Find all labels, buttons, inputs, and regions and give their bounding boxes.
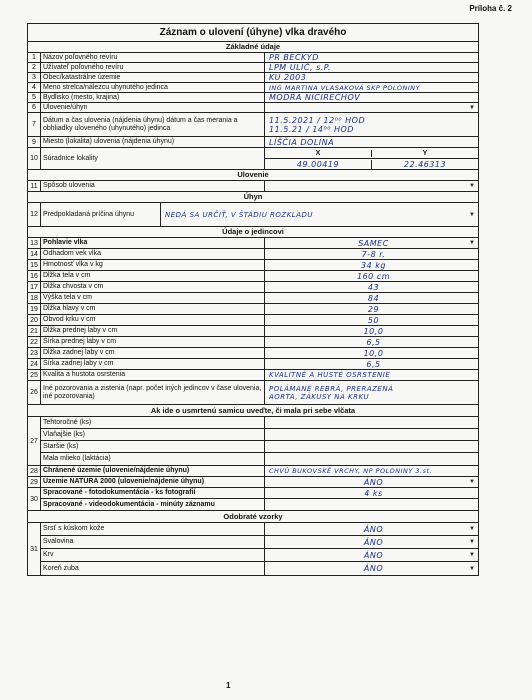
- y-coordinate-field[interactable]: [372, 160, 478, 169]
- sample-row-fur: [41, 523, 478, 536]
- section-female: Ak ide o usmrtenú samicu uveďte, či mala pri sebe vlčata: [28, 405, 478, 417]
- row-number: 3: [28, 73, 41, 82]
- row-number: 17: [28, 282, 41, 292]
- section-individual: Údaje o jedincovi: [28, 227, 478, 238]
- handwritten-value: 10,0: [363, 348, 384, 358]
- row-6: [28, 103, 478, 113]
- row-number: 20: [28, 315, 41, 325]
- handwritten-value: POLÁMANÉ REBRÁ, PRERAZENÁ: [269, 384, 394, 393]
- handwritten-value: ÁNO: [363, 564, 384, 573]
- row-number: 29: [28, 477, 41, 487]
- sample-row-blood: [41, 549, 478, 562]
- page-number: 1: [226, 681, 231, 690]
- row-label: Súradnice lokality: [41, 148, 265, 169]
- row-label: Iné pozorovania a zistenia (napr. počet iných jedincov v čase ulovenia, iné pozorovania): [41, 381, 265, 404]
- row-label: Staršie (ks): [41, 441, 265, 452]
- dropdown-arrow-icon: ▼: [469, 552, 475, 558]
- section-basic: Základné údaje: [28, 42, 478, 53]
- row-number: 2: [28, 63, 41, 72]
- row-23: [28, 348, 478, 359]
- dropdown-arrow-icon: ▼: [469, 526, 475, 532]
- sample-tooth-root-select[interactable]: [265, 562, 478, 575]
- row-number: 1: [28, 53, 41, 62]
- handwritten-value: 50: [367, 315, 380, 325]
- sample-blood-select[interactable]: [265, 549, 478, 561]
- weight-field[interactable]: [265, 260, 478, 270]
- row-label: Dĺžka tela v cm: [41, 271, 265, 281]
- cubs-older-row: [41, 441, 478, 453]
- handwritten-value: 29: [367, 304, 380, 314]
- video-minutes-field[interactable]: [265, 499, 478, 510]
- hunt-or-death-select[interactable]: [265, 103, 478, 112]
- row-label: Kvalita a hustota osrstenia: [41, 370, 265, 380]
- row-label: Predpokladaná príčina úhynu: [41, 203, 161, 226]
- row-label: Tehtoročné (ks): [41, 417, 265, 428]
- handwritten-value: 34 kg: [361, 260, 386, 270]
- row-label: Srsť s kúskom kože: [41, 523, 265, 535]
- fur-quality-field[interactable]: [265, 370, 478, 380]
- sample-row-muscle: [41, 536, 478, 549]
- row-label: Bydlisko (mesto, krajina): [41, 93, 265, 102]
- front-paw-width-field[interactable]: [265, 337, 478, 347]
- row-number: 5: [28, 93, 41, 102]
- row-number: 23: [28, 348, 41, 358]
- handwritten-value: 84: [367, 293, 380, 303]
- section-hunt: Ulovenie: [28, 170, 478, 181]
- handwritten-value: ING MARTINA VLASAKOVÁ SKP POLONINY: [269, 83, 421, 92]
- row-5: [28, 93, 478, 103]
- row-number: 12: [28, 203, 41, 226]
- dropdown-arrow-icon: ▼: [469, 539, 475, 545]
- row-number: 26: [28, 381, 41, 404]
- row-10: [28, 148, 478, 170]
- row-13: [28, 238, 478, 249]
- row-29: [28, 477, 478, 488]
- handwritten-value: LÍŠČIA DOLINA: [269, 137, 335, 147]
- handwritten-value: 160 cm: [356, 271, 390, 281]
- row-number: 18: [28, 293, 41, 303]
- row-14: [28, 249, 478, 260]
- section-samples: Odobraté vzorky: [28, 511, 478, 523]
- row-label: Miesto (lokalita) ulovenia (nájdenia úhynu): [41, 137, 265, 147]
- cubs-this-year-row: [41, 417, 478, 429]
- row-label: Územie NATURA 2000 (ulovenie/nájdenie úhynu): [41, 477, 265, 487]
- form-title: Záznam o ulovení (úhyne) vlka dravého: [28, 24, 478, 42]
- row-number: 19: [28, 304, 41, 314]
- dropdown-arrow-icon: ▼: [469, 104, 475, 111]
- row-12: [28, 203, 478, 227]
- row-15: [28, 260, 478, 271]
- handwritten-value: KVALITNÉ A HUSTÉ OSRSTENIE: [269, 371, 391, 379]
- row-number: 22: [28, 337, 41, 347]
- wolf-record-form: [27, 23, 479, 576]
- row-18: [28, 293, 478, 304]
- handwritten-value: 22.46313: [403, 159, 447, 169]
- row-number: 4: [28, 83, 41, 92]
- row-25: [28, 370, 478, 381]
- row-label: Ulovenie/úhyn: [41, 103, 265, 112]
- row-21: [28, 326, 478, 337]
- row-number: 21: [28, 326, 41, 336]
- age-field[interactable]: [265, 249, 478, 259]
- row-number: 16: [28, 271, 41, 281]
- row-label: Obvod krku v cm: [41, 315, 265, 325]
- x-header: X: [265, 150, 372, 157]
- other-observations-field[interactable]: [265, 381, 478, 404]
- sample-muscle-select[interactable]: [265, 536, 478, 548]
- row-20: [28, 315, 478, 326]
- protected-area-field[interactable]: [265, 466, 478, 476]
- row-label: Vlaňajšie (ks): [41, 429, 265, 440]
- handwritten-value: 11.5.2021 / 12⁰⁰ HOD: [269, 115, 366, 125]
- location-field[interactable]: [265, 137, 478, 147]
- row-label: Pohlavie vlka: [41, 238, 265, 248]
- head-length-field[interactable]: [265, 304, 478, 314]
- row-number: 13: [28, 238, 41, 248]
- row-label: Chránené územie (ulovenie/nájdenie úhynu): [41, 466, 265, 476]
- handwritten-value: SAMEC: [358, 238, 389, 248]
- handwritten-value: ÁNO: [363, 537, 384, 547]
- row-number: 28: [28, 466, 41, 476]
- row-17: [28, 282, 478, 293]
- row-31: [28, 523, 478, 575]
- row-label: Spracované - videodokumentácia - minúty záznamu: [41, 499, 265, 510]
- body-height-field[interactable]: [265, 293, 478, 303]
- dropdown-arrow-icon: ▼: [469, 565, 475, 572]
- dropdown-arrow-icon: ▼: [469, 211, 475, 218]
- shooter-name-field[interactable]: [265, 83, 478, 92]
- sex-select[interactable]: [265, 238, 478, 248]
- cubs-older-field[interactable]: [265, 441, 478, 452]
- handwritten-value: 4 ks: [364, 488, 383, 498]
- death-cause-select[interactable]: [161, 203, 478, 226]
- row-number: 6: [28, 103, 41, 112]
- row-28: [28, 466, 478, 477]
- row-label: Názov poľovného revíru: [41, 53, 265, 62]
- cubs-this-year-field[interactable]: [265, 417, 478, 428]
- row-26: [28, 381, 478, 405]
- date-time-field[interactable]: [265, 113, 478, 136]
- handwritten-value: 6,5: [366, 337, 381, 347]
- photo-count-field[interactable]: [265, 488, 478, 498]
- photo-documentation-row: [41, 488, 478, 499]
- row-number: 14: [28, 249, 41, 259]
- row-label: Hmotnosť vlka v kg: [41, 260, 265, 270]
- row-number: 11: [28, 181, 41, 191]
- tail-length-field[interactable]: [265, 282, 478, 292]
- cubs-last-year-field[interactable]: [265, 429, 478, 440]
- row-label: Spracované - fotodokumentácia - ks fotografií: [41, 488, 265, 498]
- row-number: 24: [28, 359, 41, 369]
- row-label: Šírka zadnej laby v cm: [41, 359, 265, 369]
- municipality-field[interactable]: [265, 73, 478, 82]
- dropdown-arrow-icon: ▼: [469, 240, 475, 246]
- hunting-ground-user-field[interactable]: [265, 63, 478, 72]
- row-30: [28, 488, 478, 511]
- row-11: [28, 181, 478, 192]
- y-header: Y: [422, 149, 428, 157]
- row-number: 30: [28, 488, 41, 510]
- dropdown-arrow-icon: ▼: [469, 479, 475, 485]
- row-label: Odhadom vek vlka: [41, 249, 265, 259]
- row-27: [28, 417, 478, 466]
- hind-paw-length-field[interactable]: [265, 348, 478, 358]
- video-documentation-row: [41, 499, 478, 510]
- row-label: Dĺžka zadnej laby v cm: [41, 348, 265, 358]
- row-16: [28, 271, 478, 282]
- body-length-field[interactable]: [265, 271, 478, 281]
- sample-fur-select[interactable]: [265, 523, 478, 535]
- handwritten-value: PR BECKYD: [269, 53, 319, 62]
- row-label: Meno strelca/nálezcu uhynutého jedinca: [41, 83, 265, 92]
- row-number: 7: [28, 113, 41, 136]
- row-label: Šírka prednej laby v cm: [41, 337, 265, 347]
- handwritten-value: 49.00419: [296, 159, 340, 169]
- residence-field[interactable]: [265, 93, 478, 102]
- handwritten-value: MODRA NICIRECHOV: [269, 93, 361, 102]
- row-24: [28, 359, 478, 370]
- handwritten-value: NEDÁ SA URČIŤ, V ŠTÁDIU ROZKLADU: [165, 210, 313, 219]
- row-number: 9: [28, 137, 41, 147]
- row-number: 15: [28, 260, 41, 270]
- hunting-ground-name-field[interactable]: [265, 53, 478, 62]
- handwritten-value: 6,5: [366, 359, 381, 369]
- row-label: Dĺžka chvosta v cm: [41, 282, 265, 292]
- handwritten-value: AORTA, ZÁKUSY NA KRKU: [269, 392, 370, 401]
- row-label: Dátum a čas ulovenia (nájdenia úhynu) dátum a čas merania a obhliadky uloveného (uhynutého) jedinca: [41, 113, 265, 136]
- neck-girth-field[interactable]: [265, 315, 478, 325]
- handwritten-value: 11.5.21 / 14⁰⁰ HOD: [269, 124, 354, 134]
- row-label: Obec/katastrálne územie: [41, 73, 265, 82]
- row-9: [28, 137, 478, 148]
- page-label: Príloha č. 2: [469, 4, 512, 13]
- row-label: Krv: [41, 549, 265, 561]
- row-label: Výška tela v cm: [41, 293, 265, 303]
- row-22: [28, 337, 478, 348]
- handwritten-value: ÁNO: [363, 477, 384, 487]
- row-19: [28, 304, 478, 315]
- row-number: 10: [28, 148, 41, 169]
- row-label: Mala mlieko (laktácia): [41, 453, 265, 465]
- front-paw-length-field[interactable]: [265, 326, 478, 336]
- row-number: 27: [28, 417, 41, 465]
- row-label: Dĺžka hlavy v cm: [41, 304, 265, 314]
- sample-row-tooth-root: [41, 562, 478, 575]
- row-label: Koreň zuba: [41, 562, 265, 575]
- hunt-method-select[interactable]: [265, 181, 478, 191]
- handwritten-value: 43: [367, 282, 380, 292]
- handwritten-value: ÁNO: [363, 550, 384, 560]
- section-death: Úhyn: [28, 192, 478, 203]
- handwritten-value: KU 2003: [269, 73, 307, 82]
- handwritten-value: 7-8 r.: [361, 249, 386, 259]
- row-2: [28, 63, 478, 73]
- lactation-row: [41, 453, 478, 465]
- row-4: [28, 83, 478, 93]
- handwritten-value: LPM ULIČ, s.P.: [269, 63, 332, 72]
- row-1: [28, 53, 478, 63]
- dropdown-arrow-icon: ▼: [469, 183, 475, 189]
- x-coordinate-field[interactable]: [265, 160, 372, 169]
- row-number: 25: [28, 370, 41, 380]
- handwritten-value: ÁNO: [363, 524, 384, 534]
- cubs-last-year-row: [41, 429, 478, 441]
- row-label: Užívateľ poľovného revíru: [41, 63, 265, 72]
- row-3: [28, 73, 478, 83]
- handwritten-value: 10,0: [363, 326, 384, 336]
- hind-paw-width-field[interactable]: [265, 359, 478, 369]
- row-number: 31: [28, 523, 41, 575]
- handwritten-value: CHVÚ BUKOVSKÉ VRCHY, NP POLONINY 3.st.: [269, 467, 433, 475]
- natura-2000-select[interactable]: [265, 477, 478, 487]
- lactation-field[interactable]: [265, 453, 478, 465]
- row-label: Spôsob ulovenia: [41, 181, 265, 191]
- row-label: Svalovina: [41, 536, 265, 548]
- row-label: Dĺžka prednej laby v cm: [41, 326, 265, 336]
- row-7: [28, 113, 478, 137]
